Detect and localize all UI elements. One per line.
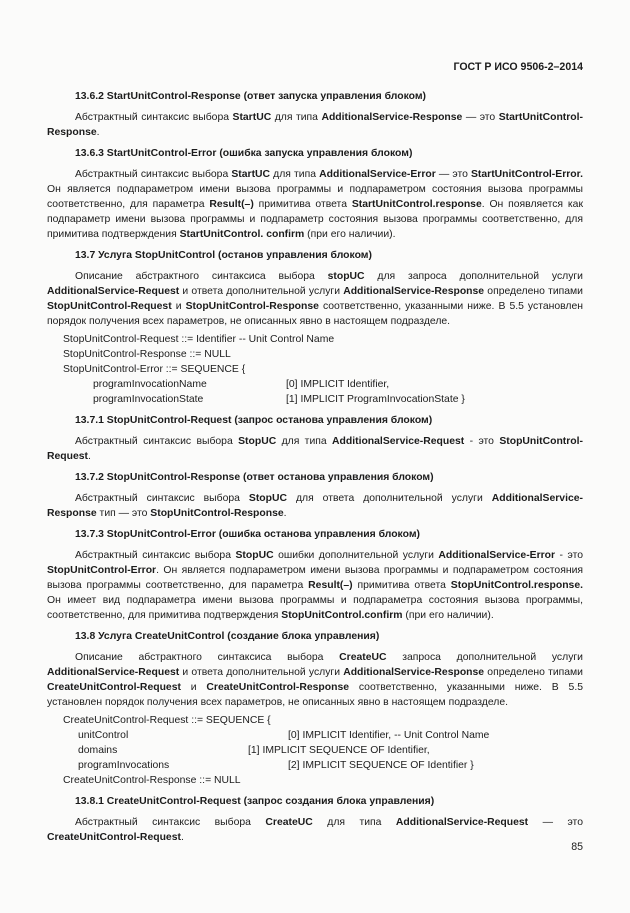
code-line <box>47 743 583 758</box>
paragraph-13-8-1 <box>47 815 583 845</box>
text: для типа <box>276 436 333 447</box>
heading-13-8: 13.8 Услуга CreateUnitControl (создание блока управления) <box>75 631 380 642</box>
heading-13-7-2: 13.7.2 StopUnitControl-Response (ответ останова управления блоком) <box>75 472 434 483</box>
term: Result(–) <box>209 199 254 210</box>
text: тип — это <box>96 508 151 519</box>
term: CreateUnitControl-Response <box>206 682 350 693</box>
term: StartUC <box>232 112 272 123</box>
text: Абстрактный синтаксис выбора <box>75 436 239 447</box>
text: — это <box>462 112 499 123</box>
term: StopUnitControl.confirm <box>281 610 403 621</box>
text: — это <box>435 169 471 180</box>
code-field-type: [1] IMPLICIT SEQUENCE OF Identifier, <box>248 745 430 756</box>
text: . <box>283 508 287 519</box>
text: запроса дополнительной услуги <box>386 652 583 663</box>
paragraph-13-8 <box>47 650 583 710</box>
term: stopUC <box>327 271 365 282</box>
term: StartUnitControl. confirm <box>179 229 305 240</box>
code-line <box>47 728 583 743</box>
heading-13-7-1: 13.7.1 StopUnitControl-Request (запрос останова управления блоком) <box>75 415 433 426</box>
text: — это <box>528 817 583 828</box>
term: StartUnitControl-Error. <box>471 169 583 180</box>
text: . Он является подпараметром имени вызова программы и подпараметром состояния вызова программы соответственно, для параметра <box>47 565 583 591</box>
code-text: CreateUnitControl-Response ::= NULL <box>63 775 241 786</box>
term: AdditionalService-Error <box>319 169 436 180</box>
code-field-type: [1] IMPLICIT ProgramInvocationState } <box>286 394 465 405</box>
text: (при его наличии). <box>304 229 396 240</box>
asn1-stopunitcontrol <box>47 332 583 407</box>
text: для запроса дополнительной услуги <box>364 271 583 282</box>
term: Result(–) <box>308 580 353 591</box>
text: . Он появляется как подпараметр имени вызова программы и подпараметр состояния вызова программы соответственно, для примитива подтверждения <box>47 199 583 240</box>
term: CreateUC <box>265 817 313 828</box>
heading-13-8-1: 13.8.1 CreateUnitControl-Request (запрос создания блока управления) <box>75 796 435 807</box>
code-field-type: [2] IMPLICIT SEQUENCE OF Identifier } <box>288 760 474 771</box>
text: Абстрактный синтаксис выбора <box>75 550 236 561</box>
term: CreateUnitControl-Request <box>47 832 181 843</box>
term: StopUnitControl-Error <box>47 565 157 576</box>
text: для типа <box>270 169 320 180</box>
code-line <box>47 362 583 377</box>
heading-13-7-3: 13.7.3 StopUnitControl-Error (ошибка останова управления блоком) <box>75 529 420 540</box>
term: StopUC <box>248 493 287 504</box>
text: примитива ответа <box>352 580 451 591</box>
text: Он является подпараметром имени вызова программы и подпараметром состояния вызова программы соответственно, для параметра <box>47 184 583 210</box>
paragraph-13-6-3 <box>47 167 583 242</box>
term: CreateUC <box>339 652 387 663</box>
term: StartUnitControl.response <box>351 199 482 210</box>
text: определено типами <box>484 286 583 297</box>
text: Абстрактный синтаксис выбора <box>75 493 249 504</box>
paragraph-13-7-1 <box>47 434 583 464</box>
term: AdditionalService-Request <box>332 436 465 447</box>
term: StopUC <box>235 550 274 561</box>
text: . <box>180 832 184 843</box>
page-content <box>47 89 583 851</box>
text: определено типами <box>484 667 583 678</box>
term: AdditionalService-Response <box>343 667 485 678</box>
code-line <box>47 332 583 347</box>
text: Описание абстрактного синтаксиса выбора <box>75 652 340 663</box>
page-number: 85 <box>571 841 583 853</box>
code-line <box>47 392 583 407</box>
term: StopUnitControl-Request <box>47 436 584 462</box>
term: StartUC <box>231 169 271 180</box>
term: StopUnitControl-Response <box>185 301 319 312</box>
code-field-name: domains <box>78 745 118 756</box>
paragraph-13-6-2 <box>47 110 583 140</box>
heading-13-7: 13.7 Услуга StopUnitControl (останов управления блоком) <box>75 250 372 261</box>
code-field-type: [0] IMPLICIT Identifier, -- Unit Control Name <box>288 730 490 741</box>
text: . <box>88 451 91 462</box>
code-text: StopUnitControl-Response ::= NULL <box>63 349 231 360</box>
heading-13-6-2: 13.6.2 StartUnitControl-Response (ответ запуска управления блоком) <box>75 91 427 102</box>
text: для типа <box>312 817 396 828</box>
text: и ответа дополнительной услуги <box>179 286 344 297</box>
term: StopUnitControl.response. <box>450 580 583 591</box>
asn1-createunitcontrol <box>47 713 583 788</box>
term: AdditionalService-Response <box>343 286 485 297</box>
text: и <box>171 301 186 312</box>
heading-13-6-3: 13.6.3 StartUnitControl-Error (ошибка запуска управления блоком) <box>75 148 413 159</box>
text: соответственно, указанными ниже. В 5.5 установлен порядок получения всех параметров, не описанных явно в настоящем подразделе. <box>47 682 583 708</box>
text: и ответа дополнительной услуги <box>179 667 344 678</box>
text: Абстрактный синтаксис выбора <box>75 169 232 180</box>
term: StopUC <box>238 436 277 447</box>
text: (при его наличии). <box>402 610 494 621</box>
text: . <box>96 127 100 138</box>
code-line <box>47 773 583 788</box>
text: Описание абстрактного синтаксиса выбора <box>75 271 328 282</box>
term: StopUnitControl-Request <box>47 301 172 312</box>
term: AdditionalService-Response <box>47 493 583 519</box>
code-line <box>47 377 583 392</box>
text: ошибки дополнительной услуги <box>273 550 439 561</box>
code-line <box>47 758 583 773</box>
term: StopUnitControl-Response <box>150 508 284 519</box>
term: StartUnitControl-Response <box>47 112 583 138</box>
text: - это <box>464 436 500 447</box>
paragraph-13-7-3 <box>47 548 583 623</box>
text: примитива ответа <box>253 199 352 210</box>
text: Абстрактный синтаксис выбора <box>75 112 233 123</box>
text: соответственно, указанными ниже. В 5.5 установлен порядок получения всех параметров, не описанных явно в настоящем подразделе. <box>47 301 583 327</box>
code-field-name: programInvocationName <box>93 379 207 390</box>
code-text: StopUnitControl-Request ::= Identifier -- Unit Control Name <box>63 334 335 345</box>
paragraph-13-7 <box>47 269 583 329</box>
term: AdditionalService-Request <box>395 817 529 828</box>
code-line <box>47 713 583 728</box>
code-line <box>47 347 583 362</box>
code-field-name: programInvocationState <box>93 394 204 405</box>
text: для типа <box>271 112 322 123</box>
code-text: CreateUnitControl-Request ::= SEQUENCE { <box>63 715 271 726</box>
text: - это <box>555 550 584 561</box>
paragraph-13-7-2 <box>47 491 583 521</box>
term: AdditionalService-Error <box>438 550 556 561</box>
text: и <box>180 682 207 693</box>
code-field-name: unitControl <box>78 730 129 741</box>
text: для ответа дополнительной услуги <box>286 493 492 504</box>
term: AdditionalService-Request <box>47 286 180 297</box>
term: CreateUnitControl-Request <box>47 682 181 693</box>
code-field-type: [0] IMPLICIT Identifier, <box>286 379 390 390</box>
code-text: StopUnitControl-Error ::= SEQUENCE { <box>63 364 246 375</box>
text: Абстрактный синтаксис выбора <box>75 817 266 828</box>
text: Он имеет вид подпараметра имени вызова программы и подпараметра состояния вызова программы, соответственно, для примитива подтверждения <box>47 595 583 621</box>
code-field-name: programInvocations <box>78 760 170 771</box>
term: AdditionalService-Request <box>47 667 180 678</box>
standard-designation: ГОСТ Р ИСО 9506-2–2014 <box>453 61 583 73</box>
term: AdditionalService-Response <box>321 112 463 123</box>
